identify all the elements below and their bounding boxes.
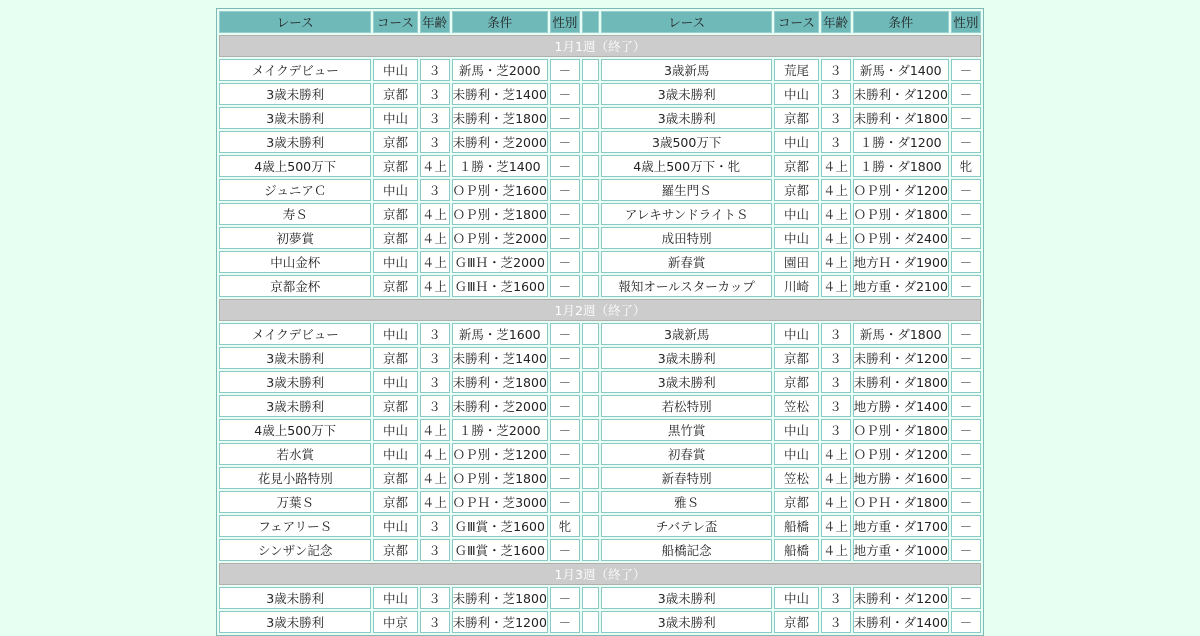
column-spacer <box>582 539 599 561</box>
column-spacer <box>582 371 599 393</box>
race-name-cell[interactable]: 雅Ｓ <box>601 491 772 513</box>
course-cell: 京都 <box>373 395 417 417</box>
condition-cell: 未勝利・ダ1800 <box>853 371 949 393</box>
table-row <box>219 419 981 441</box>
sex-cell: － <box>550 323 580 345</box>
header-spacer <box>582 11 599 33</box>
sex-cell: － <box>550 611 580 633</box>
course-cell: 京都 <box>774 491 818 513</box>
course-cell: 中山 <box>774 203 818 225</box>
condition-cell: ＧⅢ賞・芝1600 <box>452 515 548 537</box>
race-name-cell[interactable]: 3歳未勝利 <box>219 107 371 129</box>
race-name-cell[interactable]: 3歳未勝利 <box>601 611 772 633</box>
condition-cell: ＯＰＨ・ダ1800 <box>853 491 949 513</box>
course-cell: 京都 <box>373 203 417 225</box>
age-cell: ４上 <box>420 419 450 441</box>
table-row <box>219 251 981 273</box>
condition-cell: ＯＰ別・芝1800 <box>452 467 548 489</box>
column-spacer <box>582 515 599 537</box>
age-cell: ４上 <box>821 515 851 537</box>
column-spacer <box>582 107 599 129</box>
column-spacer <box>582 275 599 297</box>
course-cell: 笠松 <box>774 395 818 417</box>
age-cell: ３ <box>821 59 851 81</box>
race-name-cell[interactable]: 3歳未勝利 <box>601 107 772 129</box>
race-name-cell[interactable]: メイクデビュー <box>219 59 371 81</box>
course-cell: 荒尾 <box>774 59 818 81</box>
age-cell: ３ <box>420 395 450 417</box>
age-cell: ３ <box>821 587 851 609</box>
race-name-cell[interactable]: 3歳未勝利 <box>601 371 772 393</box>
condition-cell: １勝・ダ1800 <box>853 155 949 177</box>
sex-cell: － <box>550 131 580 153</box>
course-cell: 京都 <box>373 491 417 513</box>
course-cell: 中山 <box>373 179 417 201</box>
table-row <box>219 395 981 417</box>
age-cell: ４上 <box>821 539 851 561</box>
course-cell: 京都 <box>373 227 417 249</box>
condition-cell: ＧⅢ賞・芝1600 <box>452 539 548 561</box>
course-cell: 中山 <box>373 443 417 465</box>
condition-cell: 未勝利・ダ1200 <box>853 83 949 105</box>
header-row <box>219 11 981 33</box>
course-cell: 中山 <box>774 83 818 105</box>
course-cell: 京都 <box>373 131 417 153</box>
age-cell: ３ <box>420 371 450 393</box>
header-condition: 条件 <box>853 11 949 33</box>
course-cell: 中山 <box>373 251 417 273</box>
sex-cell: － <box>951 227 981 249</box>
course-cell: 京都 <box>373 155 417 177</box>
column-spacer <box>582 467 599 489</box>
condition-cell: ＯＰ別・ダ2400 <box>853 227 949 249</box>
race-name-cell[interactable]: 4歳上500万下 <box>219 419 371 441</box>
age-cell: ４上 <box>821 467 851 489</box>
race-name-cell[interactable]: 3歳未勝利 <box>219 395 371 417</box>
sex-cell: － <box>550 395 580 417</box>
table-row <box>219 347 981 369</box>
course-cell: 船橋 <box>774 515 818 537</box>
race-name-cell[interactable]: 3歳未勝利 <box>601 83 772 105</box>
age-cell: ４上 <box>420 275 450 297</box>
table-row <box>219 83 981 105</box>
condition-cell: ＯＰ別・芝2000 <box>452 227 548 249</box>
condition-cell: 新馬・芝1600 <box>452 323 548 345</box>
race-name-cell[interactable]: 若松特別 <box>601 395 772 417</box>
sex-cell: － <box>550 419 580 441</box>
age-cell: ４上 <box>420 443 450 465</box>
table-row <box>219 371 981 393</box>
age-cell: ３ <box>821 419 851 441</box>
age-cell: ３ <box>420 179 450 201</box>
race-name-cell[interactable]: 花見小路特別 <box>219 467 371 489</box>
condition-cell: ＧⅢＨ・芝1600 <box>452 275 548 297</box>
condition-cell: 未勝利・芝2000 <box>452 131 548 153</box>
sex-cell: － <box>550 179 580 201</box>
course-cell: 中山 <box>774 587 818 609</box>
race-name-cell[interactable]: 初春賞 <box>601 443 772 465</box>
table-row <box>219 227 981 249</box>
sex-cell: － <box>951 83 981 105</box>
table-row <box>219 275 981 297</box>
column-spacer <box>582 251 599 273</box>
race-name-cell[interactable]: 寿Ｓ <box>219 203 371 225</box>
age-cell: ４上 <box>821 275 851 297</box>
course-cell: 中山 <box>373 59 417 81</box>
sex-cell: － <box>550 227 580 249</box>
condition-cell: ＯＰ別・芝1600 <box>452 179 548 201</box>
sex-cell: － <box>550 155 580 177</box>
course-cell: 京都 <box>774 107 818 129</box>
race-name-cell[interactable]: 3歳未勝利 <box>219 371 371 393</box>
age-cell: ３ <box>821 83 851 105</box>
sex-cell: － <box>951 251 981 273</box>
age-cell: ４上 <box>420 467 450 489</box>
course-cell: 船橋 <box>774 539 818 561</box>
week-header-row <box>219 299 981 321</box>
table-row <box>219 179 981 201</box>
sex-cell: － <box>951 371 981 393</box>
course-cell: 中山 <box>373 515 417 537</box>
sex-cell: － <box>951 59 981 81</box>
course-cell: 中山 <box>774 131 818 153</box>
week-label: 1月2週（終了） <box>219 299 981 321</box>
race-table <box>216 8 984 636</box>
condition-cell: 未勝利・芝2000 <box>452 395 548 417</box>
header-condition: 条件 <box>452 11 548 33</box>
condition-cell: 新馬・ダ1400 <box>853 59 949 81</box>
age-cell: ３ <box>420 83 450 105</box>
age-cell: ４上 <box>821 155 851 177</box>
course-cell: 中山 <box>774 227 818 249</box>
age-cell: ４上 <box>420 227 450 249</box>
condition-cell: ＯＰ別・芝1800 <box>452 203 548 225</box>
condition-cell: 未勝利・芝1400 <box>452 83 548 105</box>
column-spacer <box>582 179 599 201</box>
condition-cell: ＯＰ別・芝1200 <box>452 443 548 465</box>
course-cell: 川崎 <box>774 275 818 297</box>
race-name-cell[interactable]: 3歳新馬 <box>601 59 772 81</box>
age-cell: ４上 <box>420 155 450 177</box>
course-cell: 京都 <box>373 275 417 297</box>
condition-cell: ＯＰ別・ダ1800 <box>853 203 949 225</box>
age-cell: ４上 <box>420 491 450 513</box>
race-name-cell[interactable]: 3歳未勝利 <box>219 587 371 609</box>
race-name-cell[interactable]: 新春特別 <box>601 467 772 489</box>
age-cell: ３ <box>821 371 851 393</box>
race-name-cell[interactable]: 3歳500万下 <box>601 131 772 153</box>
sex-cell: － <box>951 419 981 441</box>
condition-cell: ＯＰ別・ダ1800 <box>853 419 949 441</box>
condition-cell: 未勝利・芝1400 <box>452 347 548 369</box>
race-name-cell[interactable]: メイクデビュー <box>219 323 371 345</box>
condition-cell: 地方重・ダ1700 <box>853 515 949 537</box>
condition-cell: 地方勝・ダ1400 <box>853 395 949 417</box>
sex-cell: － <box>951 515 981 537</box>
condition-cell: ＯＰ別・ダ1200 <box>853 443 949 465</box>
condition-cell: 未勝利・芝1800 <box>452 587 548 609</box>
table-row <box>219 587 981 609</box>
column-spacer <box>582 491 599 513</box>
age-cell: ３ <box>420 515 450 537</box>
sex-cell: － <box>550 587 580 609</box>
condition-cell: 未勝利・芝1800 <box>452 107 548 129</box>
column-spacer <box>582 131 599 153</box>
sex-cell: 牝 <box>550 515 580 537</box>
race-name-cell[interactable]: 若水賞 <box>219 443 371 465</box>
race-name-cell[interactable]: シンザン記念 <box>219 539 371 561</box>
table-row <box>219 539 981 561</box>
race-name-cell[interactable]: 船橋記念 <box>601 539 772 561</box>
course-cell: 京都 <box>373 347 417 369</box>
condition-cell: 新馬・芝2000 <box>452 59 548 81</box>
sex-cell: － <box>951 131 981 153</box>
sex-cell: － <box>550 83 580 105</box>
condition-cell: 未勝利・芝1200 <box>452 611 548 633</box>
header-course: コース <box>774 11 818 33</box>
table-row <box>219 107 981 129</box>
column-spacer <box>582 155 599 177</box>
age-cell: ３ <box>821 323 851 345</box>
race-name-cell[interactable]: 新春賞 <box>601 251 772 273</box>
age-cell: ４上 <box>821 203 851 225</box>
race-name-cell[interactable]: 黒竹賞 <box>601 419 772 441</box>
course-cell: 京都 <box>774 371 818 393</box>
age-cell: ３ <box>420 539 450 561</box>
condition-cell: 地方重・ダ2100 <box>853 275 949 297</box>
sex-cell: 牝 <box>951 155 981 177</box>
race-name-cell[interactable]: 3歳未勝利 <box>219 611 371 633</box>
age-cell: ４上 <box>821 227 851 249</box>
sex-cell: － <box>550 347 580 369</box>
condition-cell: １勝・ダ1200 <box>853 131 949 153</box>
course-cell: 京都 <box>774 155 818 177</box>
age-cell: ３ <box>420 347 450 369</box>
condition-cell: １勝・芝2000 <box>452 419 548 441</box>
header-age: 年齢 <box>821 11 851 33</box>
course-cell: 中山 <box>774 419 818 441</box>
header-race: レース <box>219 11 371 33</box>
week-header-row <box>219 563 981 585</box>
table-row <box>219 443 981 465</box>
sex-cell: － <box>951 539 981 561</box>
sex-cell: － <box>550 371 580 393</box>
sex-cell: － <box>951 107 981 129</box>
sex-cell: － <box>951 179 981 201</box>
course-cell: 中山 <box>774 323 818 345</box>
course-cell: 中山 <box>373 323 417 345</box>
age-cell: ３ <box>420 59 450 81</box>
table-row <box>219 59 981 81</box>
sex-cell: － <box>550 251 580 273</box>
age-cell: ３ <box>420 611 450 633</box>
column-spacer <box>582 59 599 81</box>
sex-cell: － <box>550 539 580 561</box>
column-spacer <box>582 227 599 249</box>
table-row <box>219 203 981 225</box>
race-name-cell[interactable]: 3歳新馬 <box>601 323 772 345</box>
condition-cell: ＧⅢＨ・芝2000 <box>452 251 548 273</box>
race-name-cell[interactable]: 報知オールスターカップ <box>601 275 772 297</box>
column-spacer <box>582 395 599 417</box>
course-cell: 中山 <box>373 587 417 609</box>
age-cell: ４上 <box>821 443 851 465</box>
race-name-cell[interactable]: 3歳未勝利 <box>219 83 371 105</box>
condition-cell: １勝・芝1400 <box>452 155 548 177</box>
condition-cell: 地方Ｈ・ダ1900 <box>853 251 949 273</box>
course-cell: 笠松 <box>774 467 818 489</box>
sex-cell: － <box>951 491 981 513</box>
sex-cell: － <box>951 203 981 225</box>
race-schedule <box>216 8 984 636</box>
sex-cell: － <box>951 611 981 633</box>
table-row <box>219 467 981 489</box>
sex-cell: － <box>951 275 981 297</box>
age-cell: ３ <box>821 131 851 153</box>
course-cell: 京都 <box>373 83 417 105</box>
column-spacer <box>582 587 599 609</box>
week-label: 1月1週（終了） <box>219 35 981 57</box>
race-name-cell[interactable]: 4歳上500万下 <box>219 155 371 177</box>
race-name-cell[interactable]: 3歳未勝利 <box>219 131 371 153</box>
header-sex: 性別 <box>951 11 981 33</box>
race-name-cell[interactable]: フェアリーＳ <box>219 515 371 537</box>
race-name-cell[interactable]: 3歳未勝利 <box>601 587 772 609</box>
sex-cell: － <box>550 203 580 225</box>
sex-cell: － <box>951 587 981 609</box>
condition-cell: 未勝利・ダ1200 <box>853 587 949 609</box>
condition-cell: 地方重・ダ1000 <box>853 539 949 561</box>
sex-cell: － <box>951 347 981 369</box>
column-spacer <box>582 419 599 441</box>
sex-cell: － <box>951 323 981 345</box>
week-header-row <box>219 35 981 57</box>
column-spacer <box>582 347 599 369</box>
header-race: レース <box>601 11 772 33</box>
race-name-cell[interactable]: 成田特別 <box>601 227 772 249</box>
race-name-cell[interactable]: 京都金杯 <box>219 275 371 297</box>
condition-cell: 地方勝・ダ1600 <box>853 467 949 489</box>
age-cell: ３ <box>821 347 851 369</box>
week-label: 1月3週（終了） <box>219 563 981 585</box>
age-cell: ３ <box>821 107 851 129</box>
course-cell: 中山 <box>774 443 818 465</box>
condition-cell: ＯＰ別・ダ1200 <box>853 179 949 201</box>
header-age: 年齢 <box>420 11 450 33</box>
age-cell: ４上 <box>821 491 851 513</box>
race-name-cell[interactable]: 羅生門Ｓ <box>601 179 772 201</box>
sex-cell: － <box>550 491 580 513</box>
age-cell: ４上 <box>420 203 450 225</box>
race-name-cell[interactable]: 初夢賞 <box>219 227 371 249</box>
condition-cell: ＯＰＨ・芝3000 <box>452 491 548 513</box>
course-cell: 中山 <box>373 107 417 129</box>
course-cell: 京都 <box>373 539 417 561</box>
age-cell: ４上 <box>821 251 851 273</box>
condition-cell: 新馬・ダ1800 <box>853 323 949 345</box>
column-spacer <box>582 83 599 105</box>
table-row <box>219 155 981 177</box>
course-cell: 園田 <box>774 251 818 273</box>
table-row <box>219 131 981 153</box>
course-cell: 京都 <box>774 347 818 369</box>
race-name-cell[interactable]: チバテレ盃 <box>601 515 772 537</box>
race-name-cell[interactable]: 中山金杯 <box>219 251 371 273</box>
sex-cell: － <box>550 59 580 81</box>
header-course: コース <box>373 11 417 33</box>
age-cell: ３ <box>420 323 450 345</box>
age-cell: ３ <box>420 131 450 153</box>
age-cell: ３ <box>821 395 851 417</box>
age-cell: ３ <box>420 587 450 609</box>
table-row <box>219 323 981 345</box>
course-cell: 中山 <box>373 371 417 393</box>
course-cell: 京都 <box>774 179 818 201</box>
race-name-cell[interactable]: 3歳未勝利 <box>219 347 371 369</box>
age-cell: ３ <box>821 611 851 633</box>
column-spacer <box>582 203 599 225</box>
sex-cell: － <box>951 443 981 465</box>
race-name-cell[interactable]: 万葉Ｓ <box>219 491 371 513</box>
course-cell: 中京 <box>373 611 417 633</box>
condition-cell: 未勝利・ダ1400 <box>853 611 949 633</box>
condition-cell: 未勝利・ダ1800 <box>853 107 949 129</box>
header-sex: 性別 <box>550 11 580 33</box>
sex-cell: － <box>550 443 580 465</box>
sex-cell: － <box>550 275 580 297</box>
race-table-body <box>219 35 981 633</box>
sex-cell: － <box>550 467 580 489</box>
race-name-cell[interactable]: ジュニアＣ <box>219 179 371 201</box>
age-cell: ３ <box>420 107 450 129</box>
course-cell: 京都 <box>373 467 417 489</box>
race-name-cell[interactable]: 4歳上500万下・牝 <box>601 155 772 177</box>
table-row <box>219 515 981 537</box>
column-spacer <box>582 323 599 345</box>
race-name-cell[interactable]: アレキサンドライトＳ <box>601 203 772 225</box>
age-cell: ４上 <box>821 179 851 201</box>
table-row <box>219 491 981 513</box>
column-spacer <box>582 443 599 465</box>
race-name-cell[interactable]: 3歳未勝利 <box>601 347 772 369</box>
condition-cell: 未勝利・芝1800 <box>452 371 548 393</box>
course-cell: 京都 <box>774 611 818 633</box>
sex-cell: － <box>550 107 580 129</box>
age-cell: ４上 <box>420 251 450 273</box>
condition-cell: 未勝利・ダ1200 <box>853 347 949 369</box>
sex-cell: － <box>951 467 981 489</box>
sex-cell: － <box>951 395 981 417</box>
course-cell: 中山 <box>373 419 417 441</box>
